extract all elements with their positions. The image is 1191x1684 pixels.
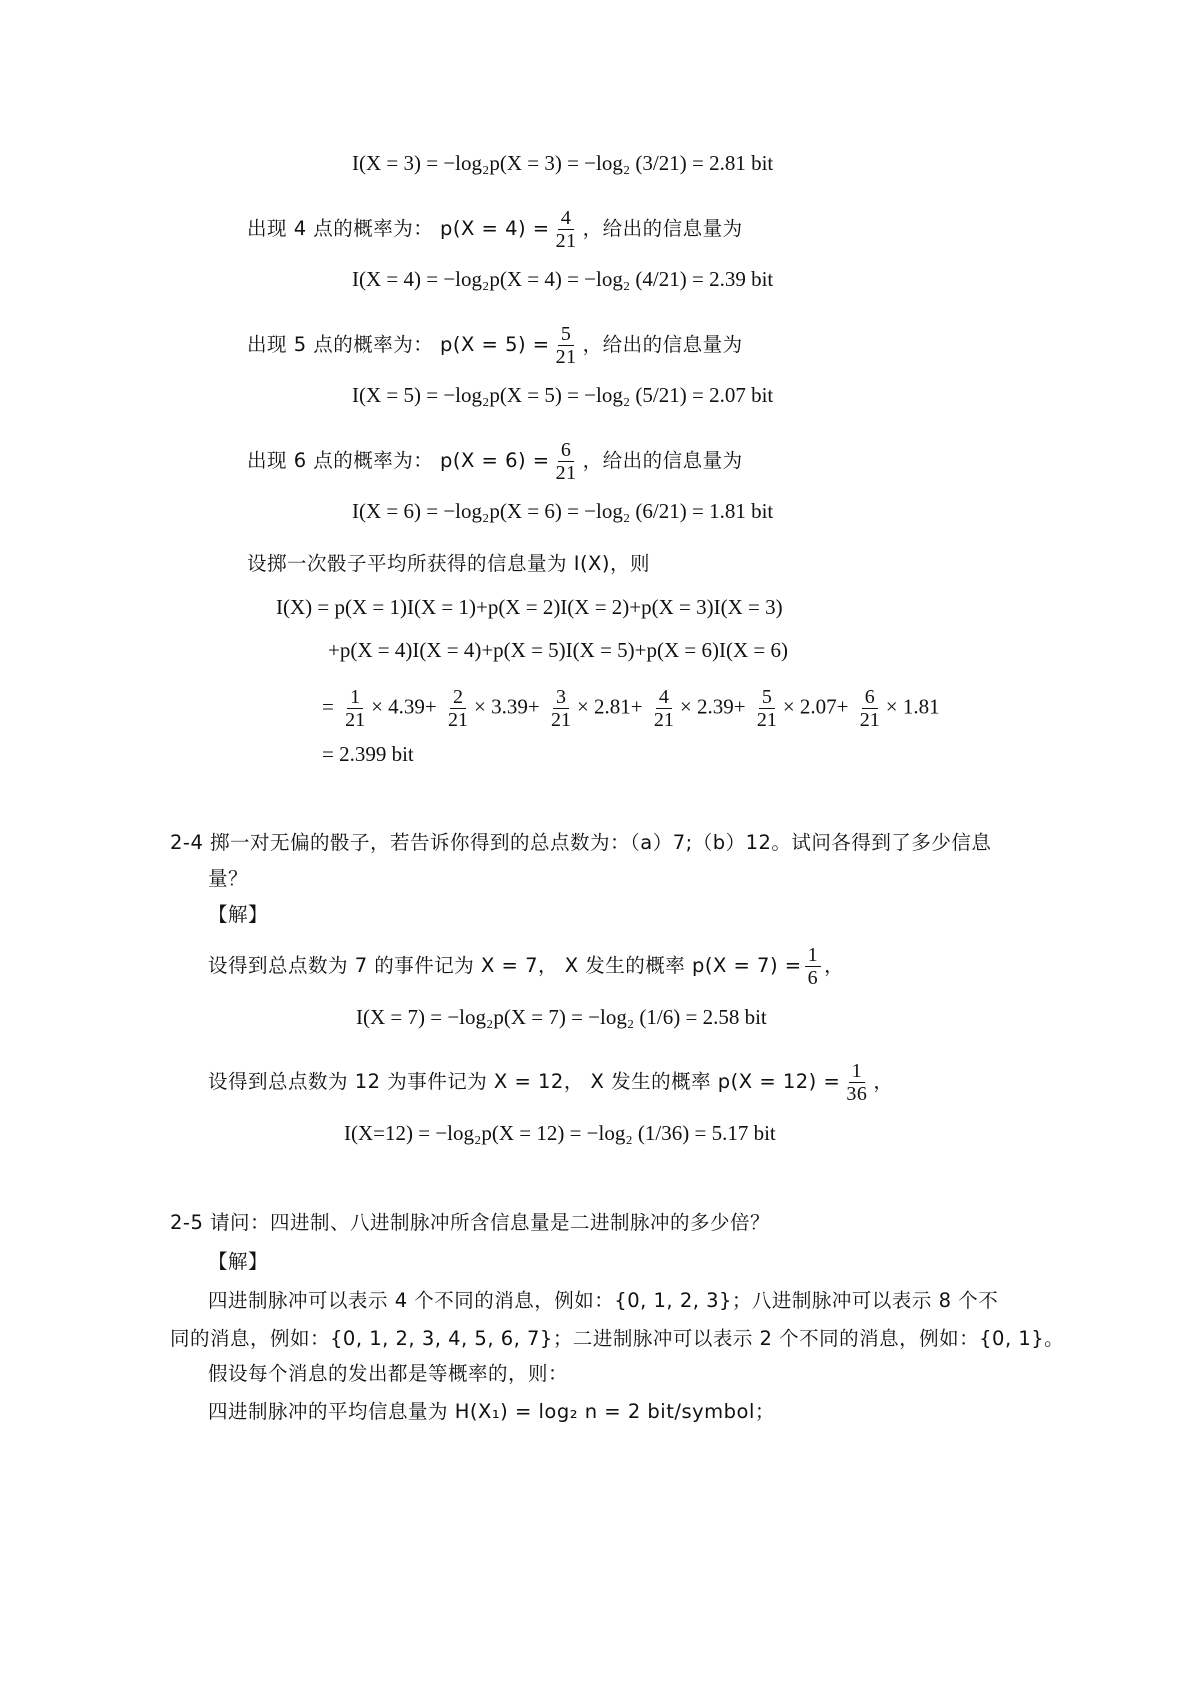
solution-label: 【解】 (208, 1250, 269, 1273)
equation-info-x5: I(X = 5) = −log₂p(X = 5) = −log₂ (5/21) = 2.07 bit (352, 383, 774, 407)
equation-info-total-7: I(X = 7) = −log₂p(X = 7) = −log₂ (1/6) = 2.58 bit (356, 1005, 767, 1029)
equation-average-1: I(X) = p(X = 1)I(X = 1)+p(X = 2)I(X = 2)+p(X = 3)I(X = 3) (276, 595, 783, 619)
assumption-line: 假设每个消息的发出都是等概率的，则： (208, 1362, 569, 1385)
equation-info-x3: I(X = 3) = −log₂p(X = 3) = −log₂ (3/21) = 2.81 bit (352, 151, 774, 175)
fraction: $\frac{6}{21}$ (859, 686, 880, 731)
equation-average-result: = 2.399 bit (322, 742, 414, 766)
fraction: $\frac{1}{36}$ (846, 1060, 868, 1105)
solution-label: 【解】 (208, 903, 269, 926)
prob-line-x6: 出现 6 点的概率为： p(X = 6) = $\frac{6}{21}$ ，给出的信息量为 (247, 439, 743, 484)
problem-2-4-statement: 2-4 掷一对无偏的骰子，若告诉你得到的总点数为：（a）7;（b）12。试问各得到了多少信息 (170, 831, 992, 854)
event-total-12: 设得到总点数为 12 为事件记为 X = 12， X 发生的概率 p(X = 12) = $\frac{1}{36}$ ， (208, 1060, 894, 1105)
prob-line-x5: 出现 5 点的概率为： p(X = 5) = $\frac{5}{21}$ ，给出的信息量为 (247, 323, 743, 368)
equation-average-2: +p(X = 4)I(X = 4)+p(X = 5)I(X = 5)+p(X = 6)I(X = 6) (328, 638, 788, 662)
event-total-7: 设得到总点数为 7 的事件记为 X = 7， X 发生的概率 p(X = 7) = $\frac{1}{6}$ ， (208, 944, 845, 989)
equation-info-total-12: I(X=12) = −log₂p(X = 12) = −log₂ (1/36) = 5.17 bit (344, 1121, 776, 1145)
problem-2-4-statement-cont: 量？ (208, 867, 249, 890)
fraction: $\frac{6}{21}$ (555, 439, 577, 484)
equation-info-x6: I(X = 6) = −log₂p(X = 6) = −log₂ (6/21) = 1.81 bit (352, 499, 774, 523)
fraction: $\frac{3}{21}$ (550, 686, 571, 731)
quaternary-info-line: 四进制脉冲的平均信息量为 H(X₁) = log₂ n = 2 bit/symbol； (208, 1400, 775, 1423)
fraction: $\frac{1}{21}$ (345, 686, 366, 731)
fraction: $\frac{5}{21}$ (756, 686, 777, 731)
paragraph-line-2: 同的消息，例如：{0, 1, 2, 3, 4, 5, 6, 7}；二进制脉冲可以表示 2 个不同的消息，例如：{0, 1}。 (170, 1327, 1065, 1350)
problem-2-5-statement: 2-5 请问：四进制、八进制脉冲所含信息量是二进制脉冲的多少倍？ (170, 1211, 771, 1234)
fraction: $\frac{5}{21}$ (555, 323, 577, 368)
equation-info-x4: I(X = 4) = −log₂p(X = 4) = −log₂ (4/21) = 2.39 bit (352, 267, 774, 291)
fraction: $\frac{4}{21}$ (653, 686, 674, 731)
fraction: $\frac{2}{21}$ (448, 686, 469, 731)
fraction: $\frac{4}{21}$ (555, 207, 577, 252)
paragraph-line-1: 四进制脉冲可以表示 4 个不同的消息，例如：{0, 1, 2, 3}；八进制脉冲可以表示 8 个不 (208, 1289, 999, 1312)
fraction: $\frac{1}{6}$ (805, 944, 822, 989)
average-info-intro: 设掷一次骰子平均所获得的信息量为 I(X)，则 (247, 552, 651, 575)
prob-line-x4: 出现 4 点的概率为： p(X = 4) = $\frac{4}{21}$ ，给出的信息量为 (247, 207, 743, 252)
equation-average-3: = $\frac{1}{21}$ × 4.39+ $\frac{2}{21}$ × 3.39+ $\frac{3}{21}$ × 2.81+ $\frac{4}{21}$ × 2.39+ $\frac{5}{21}$ × 2.07+ $\frac{6}{21}$ × 1.81 (322, 686, 940, 731)
